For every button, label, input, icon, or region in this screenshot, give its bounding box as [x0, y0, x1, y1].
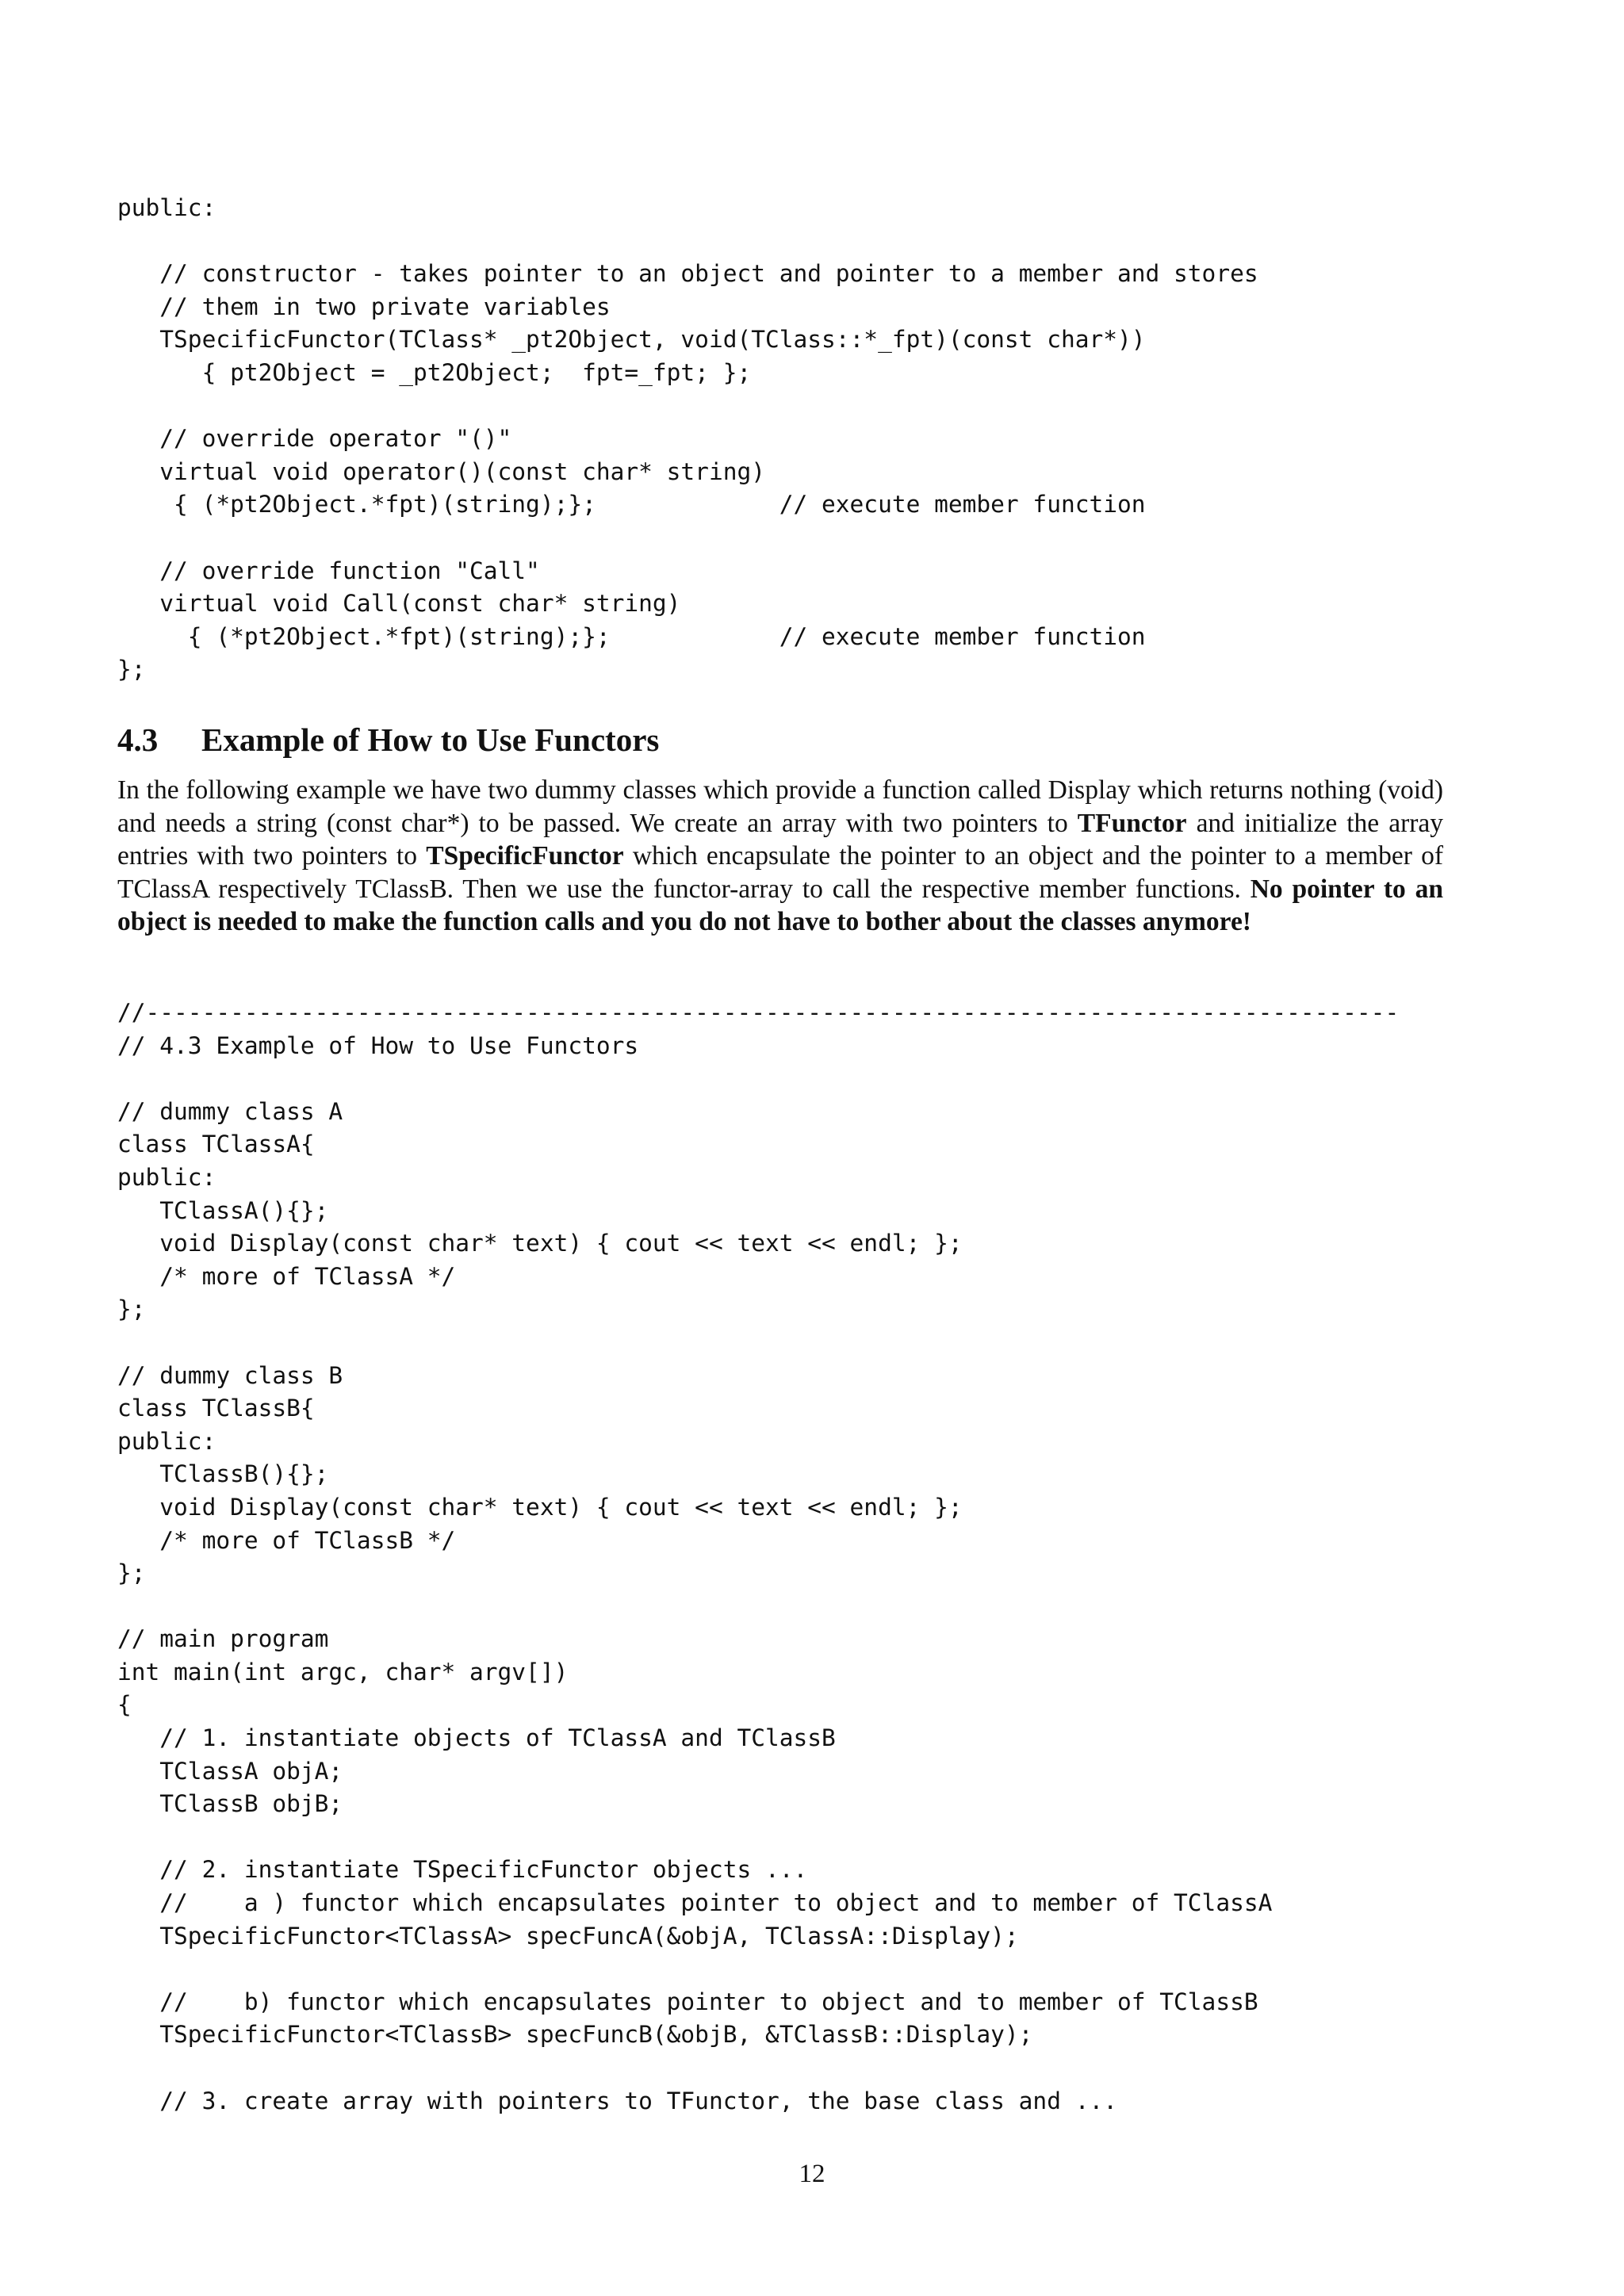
code-listing-bottom — [117, 997, 1399, 2118]
code-line: // main program — [117, 1625, 329, 1653]
paragraph-text-2: and initialize the array entries with two pointers to — [117, 808, 1444, 871]
code-line: int main(int argc, char* argv[]) — [117, 1658, 569, 1686]
body-paragraph — [117, 774, 1443, 939]
code-line: TClassA objA; — [117, 1757, 343, 1785]
code-line: TClassB objB; — [117, 1790, 343, 1818]
code-line: { pt2Object = _pt2Object; fpt=_fpt; }; — [117, 358, 752, 386]
code-line: TClassA(){}; — [117, 1196, 329, 1224]
code-line — [117, 1590, 1399, 1624]
code-line: // 2. instantiate TSpecificFunctor objects ... — [117, 1856, 808, 1884]
code-line: TSpecificFunctor<TClassA> specFuncA(&objA, TClassA::Display); — [117, 1922, 1019, 1950]
code-line: // override function "Call" — [117, 557, 540, 584]
code-line: { (*pt2Object.*fpt)(string);}; // execute member function — [117, 491, 1146, 519]
code-line: class TClassB{ — [117, 1395, 315, 1422]
paragraph-text-3: which encapsulate the pointer to an object and the pointer to a member of TClassA respectively TClassB. Then we use the functor-array to call the respective member functions. — [117, 841, 1444, 904]
code-line: public: — [117, 1427, 216, 1455]
code-line: // 3. create array with pointers to TFunctor, the base class and ... — [117, 2087, 1117, 2114]
code-line — [117, 2052, 1399, 2085]
section-title: Example of How to Use Functors — [201, 721, 660, 758]
code-line: { — [117, 1691, 132, 1719]
code-line: /* more of TClassA */ — [117, 1262, 456, 1290]
paragraph-bold-tfunctor: TFunctor — [1077, 808, 1187, 838]
page-number: 12 — [799, 2160, 825, 2188]
code-line: // 1. instantiate objects of TClassA and TClassB — [117, 1724, 836, 1752]
code-line: // 4.3 Example of How to Use Functors — [117, 1031, 639, 1059]
code-line — [117, 1953, 1399, 1986]
code-line: //----------------------------------------------------------------------------------------- — [117, 999, 1400, 1026]
code-line — [117, 1821, 1399, 1854]
code-line: // b) functor which encapsulates pointer to object and to member of TClassB — [117, 1988, 1258, 2015]
code-line: TClassB(){}; — [117, 1460, 329, 1488]
code-line: void Display(const char* text) { cout << text << endl; }; — [117, 1493, 963, 1521]
code-line — [117, 1062, 1399, 1096]
code-line: public: — [117, 194, 216, 221]
code-line: // dummy class B — [117, 1361, 343, 1389]
code-line: /* more of TClassB */ — [117, 1526, 456, 1554]
code-line: { (*pt2Object.*fpt)(string);}; // execute member function — [117, 622, 1146, 650]
code-line: }; — [117, 1295, 146, 1323]
code-line: virtual void operator()(const char* string) — [117, 457, 765, 485]
code-line: // constructor - takes pointer to an object and pointer to a member and stores — [117, 260, 1258, 288]
section-number: 4.3 — [117, 721, 159, 758]
paragraph-bold-tspecificfunctor: TSpecificFunctor — [426, 841, 624, 871]
code-line: virtual void Call(const char* string) — [117, 590, 681, 618]
code-line: public: — [117, 1163, 216, 1191]
code-listing-top — [117, 192, 1258, 687]
code-line: // them in two private variables — [117, 293, 611, 320]
code-line: // override operator "()" — [117, 425, 512, 453]
code-line: // a ) functor which encapsulates pointer to object and to member of TClassA — [117, 1889, 1273, 1917]
code-line: }; — [117, 1559, 146, 1587]
code-line — [117, 1326, 1399, 1360]
paragraph-bold-conclusion: No pointer to an object is needed to make the function calls and you do not have to bother about the classes anymore! — [117, 874, 1443, 937]
code-line — [117, 390, 1258, 423]
code-line: }; — [117, 656, 146, 683]
code-line: // dummy class A — [117, 1097, 343, 1125]
code-line: class TClassA{ — [117, 1131, 315, 1158]
paragraph-text-1: In the following example we have two dummy classes which provide a function called Display which returns nothing (void) and needs a string (const char*) to be passed. We create an array with two pointers to — [117, 775, 1443, 838]
code-line: void Display(const char* text) { cout << text << endl; }; — [117, 1230, 963, 1257]
section-heading — [117, 718, 659, 762]
code-line: TSpecificFunctor(TClass* _pt2Object, void(TClass::*_fpt)(const char*)) — [117, 326, 1146, 354]
code-line: TSpecificFunctor<TClassB> specFuncB(&objB, &TClassB::Display); — [117, 2021, 1033, 2049]
code-line — [117, 522, 1258, 555]
code-line — [117, 225, 1258, 258]
